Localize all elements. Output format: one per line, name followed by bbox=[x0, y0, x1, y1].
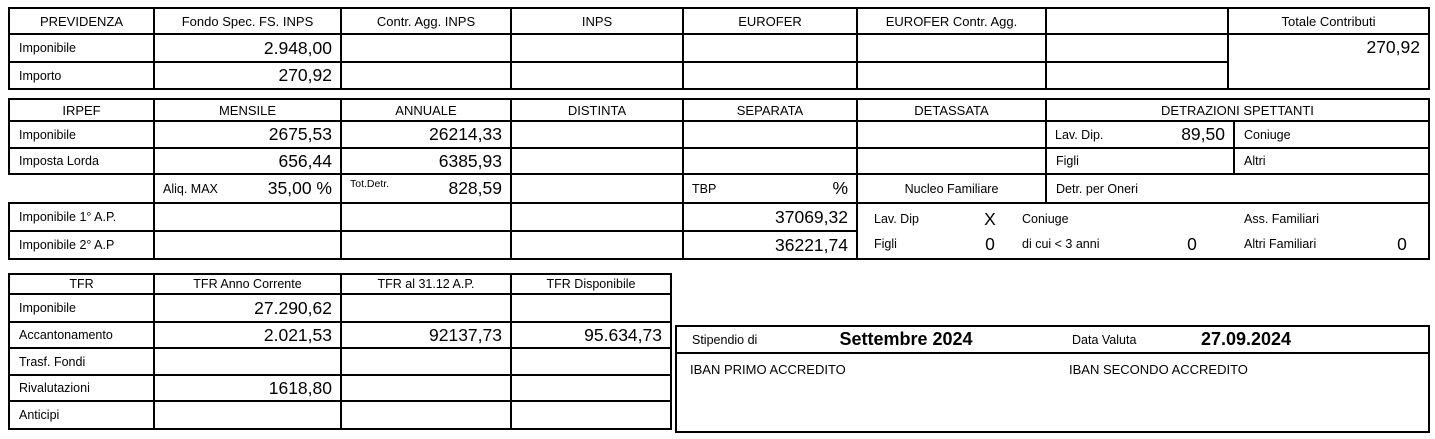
totale-contributi-header: Totale Contributi bbox=[1227, 7, 1430, 35]
trasf-fondi-label: Trasf. Fondi bbox=[8, 347, 155, 376]
tfr-imponibile-anno-corrente: 27.290,62 bbox=[153, 293, 342, 323]
di-cui-3-anni-value: 0 bbox=[1187, 233, 1197, 254]
empty-cell bbox=[682, 33, 858, 63]
aliq-max-label: Aliq. MAX bbox=[163, 181, 218, 196]
empty-cell bbox=[510, 173, 684, 204]
empty-cell bbox=[510, 202, 684, 232]
imponibile-2ap-label: Imponibile 2° A.P bbox=[8, 230, 155, 260]
altri-familiari-value: 0 bbox=[1397, 233, 1407, 254]
accantonamento-label: Accantonamento bbox=[8, 321, 155, 349]
irpef-header: IRPEF bbox=[8, 98, 155, 122]
empty-cell bbox=[682, 61, 858, 90]
rivalutazioni-label: Rivalutazioni bbox=[8, 374, 155, 402]
tfr-header: TFR bbox=[8, 273, 155, 295]
detr-per-oneri-cell: Detr. per Oneri bbox=[1045, 173, 1430, 204]
anticipi-al-3112 bbox=[340, 400, 512, 430]
footer-divider bbox=[677, 352, 1428, 354]
separata-header: SEPARATA bbox=[682, 98, 858, 122]
empty-cell bbox=[682, 147, 858, 175]
nucleo-familiare-box bbox=[856, 202, 1430, 260]
eurofer-header: EUROFER bbox=[682, 7, 858, 35]
empty-cell bbox=[153, 230, 342, 260]
empty-cell bbox=[510, 33, 684, 63]
iban-secondo-accredito-label: IBAN SECONDO ACCREDITO bbox=[1069, 361, 1248, 377]
empty-cell bbox=[510, 120, 684, 149]
tfr-anno-corrente-header: TFR Anno Corrente bbox=[153, 273, 342, 295]
detrazione-figli-cell: Figli bbox=[1045, 147, 1235, 175]
tbp-label: TBP bbox=[692, 181, 717, 196]
aliq-max-value: 35,00 % bbox=[267, 178, 332, 198]
anticipi-anno-corrente bbox=[153, 400, 342, 430]
tot-detr-value: 828,59 bbox=[448, 178, 502, 198]
stipendio-month-value: Settembre 2024 bbox=[839, 329, 973, 349]
mensile-header: MENSILE bbox=[153, 98, 342, 122]
rivalutazioni-anno-corrente: 1618,80 bbox=[153, 374, 342, 402]
imponibile-2ap-separata-value: 36221,74 bbox=[682, 230, 858, 260]
di-cui-3-anni-label: di cui < 3 anni bbox=[1022, 237, 1100, 251]
tfr-al-3112-header: TFR al 31.12 A.P. bbox=[340, 273, 512, 295]
empty-cell bbox=[510, 61, 684, 90]
trasf-fondi-anno-corrente bbox=[153, 347, 342, 376]
stipendio-iban-box bbox=[675, 325, 1430, 433]
tfr-imponibile-disponibile bbox=[510, 293, 672, 323]
previdenza-imponibile-label: Imponibile bbox=[8, 33, 155, 63]
anticipi-disponibile bbox=[510, 400, 672, 430]
tfr-imponibile-label: Imponibile bbox=[8, 293, 155, 323]
detrazione-lav-dip-cell bbox=[1045, 120, 1235, 149]
trasf-fondi-al-3112 bbox=[340, 347, 512, 376]
nucleo-figli-label: Figli bbox=[874, 237, 897, 251]
tot-detr-cell bbox=[340, 173, 512, 204]
empty-cell bbox=[153, 202, 342, 232]
trasf-fondi-disponibile bbox=[510, 347, 672, 376]
empty-cell bbox=[1045, 61, 1229, 90]
nucleo-lav-dip-label: Lav. Dip bbox=[874, 212, 919, 226]
empty-cell bbox=[856, 61, 1047, 90]
accantonamento-al-3112: 92137,73 bbox=[340, 321, 512, 349]
previdenza-imponibile-fondo-spec-value: 2.948,00 bbox=[153, 33, 342, 63]
empty-cell bbox=[340, 202, 512, 232]
annuale-header: ANNUALE bbox=[340, 98, 512, 122]
empty-cell bbox=[340, 33, 512, 63]
fondo-spec-fs-inps-header: Fondo Spec. FS. INPS bbox=[153, 7, 342, 35]
imposta-lorda-annuale-value: 6385,93 bbox=[340, 147, 512, 175]
anticipi-label: Anticipi bbox=[8, 400, 155, 430]
eurofer-contr-agg-header: EUROFER Contr. Agg. bbox=[856, 7, 1047, 35]
contr-agg-inps-header: Contr. Agg. INPS bbox=[340, 7, 512, 35]
previdenza-importo-label: Importo bbox=[8, 61, 155, 90]
previdenza-header: PREVIDENZA bbox=[8, 7, 155, 35]
data-valuta-label: Data Valuta bbox=[1072, 332, 1137, 347]
rivalutazioni-al-3112 bbox=[340, 374, 512, 402]
aliq-max-cell bbox=[153, 173, 342, 204]
empty-cell bbox=[510, 230, 684, 260]
accantonamento-disponibile: 95.634,73 bbox=[510, 321, 672, 349]
previdenza-importo-fondo-spec-value: 270,92 bbox=[153, 61, 342, 90]
empty-cell bbox=[682, 120, 858, 149]
data-valuta-value: 27.09.2024 bbox=[1200, 329, 1292, 349]
totale-contributi-value: 270,92 bbox=[1227, 33, 1430, 90]
imposta-lorda-label: Imposta Lorda bbox=[8, 147, 155, 175]
lav-dip-value: 89,50 bbox=[1181, 124, 1225, 144]
nucleo-familiare-title-cell: Nucleo Familiare bbox=[856, 173, 1047, 204]
irpef-imponibile-label: Imponibile bbox=[8, 120, 155, 149]
detassata-header: DETASSATA bbox=[856, 98, 1047, 122]
iban-primo-accredito-label: IBAN PRIMO ACCREDITO bbox=[690, 361, 846, 377]
empty-cell bbox=[856, 33, 1047, 63]
empty-cell bbox=[340, 61, 512, 90]
irpef-imponibile-annuale-value: 26214,33 bbox=[340, 120, 512, 149]
irpef-imponibile-mensile-value: 2675,53 bbox=[153, 120, 342, 149]
imponibile-1ap-separata-value: 37069,32 bbox=[682, 202, 858, 232]
accantonamento-anno-corrente: 2.021,53 bbox=[153, 321, 342, 349]
distinta-header: DISTINTA bbox=[510, 98, 684, 122]
tbp-unit: % bbox=[832, 178, 848, 198]
tfr-disponibile-header: TFR Disponibile bbox=[510, 273, 672, 295]
empty-cell bbox=[340, 230, 512, 260]
empty-header-cell bbox=[1045, 7, 1229, 35]
inps-header: INPS bbox=[510, 7, 684, 35]
detrazione-altri-cell: Altri bbox=[1233, 147, 1430, 175]
imposta-lorda-mensile-value: 656,44 bbox=[153, 147, 342, 175]
nucleo-coniuge-label: Coniuge bbox=[1022, 212, 1069, 226]
ass-familiari-label: Ass. Familiari bbox=[1244, 212, 1320, 226]
altri-familiari-label: Altri Familiari bbox=[1244, 237, 1317, 251]
detrazioni-spettanti-header: DETRAZIONI SPETTANTI bbox=[1045, 98, 1430, 122]
empty-cell bbox=[510, 147, 684, 175]
empty-cell bbox=[856, 147, 1047, 175]
detrazione-coniuge-cell: Coniuge bbox=[1233, 120, 1430, 149]
rivalutazioni-disponibile bbox=[510, 374, 672, 402]
nucleo-lav-dip-value: X bbox=[984, 208, 996, 229]
tot-detr-label: Tot.Detr. bbox=[350, 178, 390, 190]
nucleo-figli-value: 0 bbox=[985, 233, 995, 254]
imponibile-1ap-label: Imponibile 1° A.P. bbox=[8, 202, 155, 232]
empty-cell bbox=[1045, 33, 1229, 63]
empty-cell bbox=[856, 120, 1047, 149]
lav-dip-label: Lav. Dip. bbox=[1055, 127, 1104, 142]
stipendio-di-label: Stipendio di bbox=[692, 332, 758, 347]
tbp-cell bbox=[682, 173, 858, 204]
tfr-imponibile-al-3112 bbox=[340, 293, 512, 323]
